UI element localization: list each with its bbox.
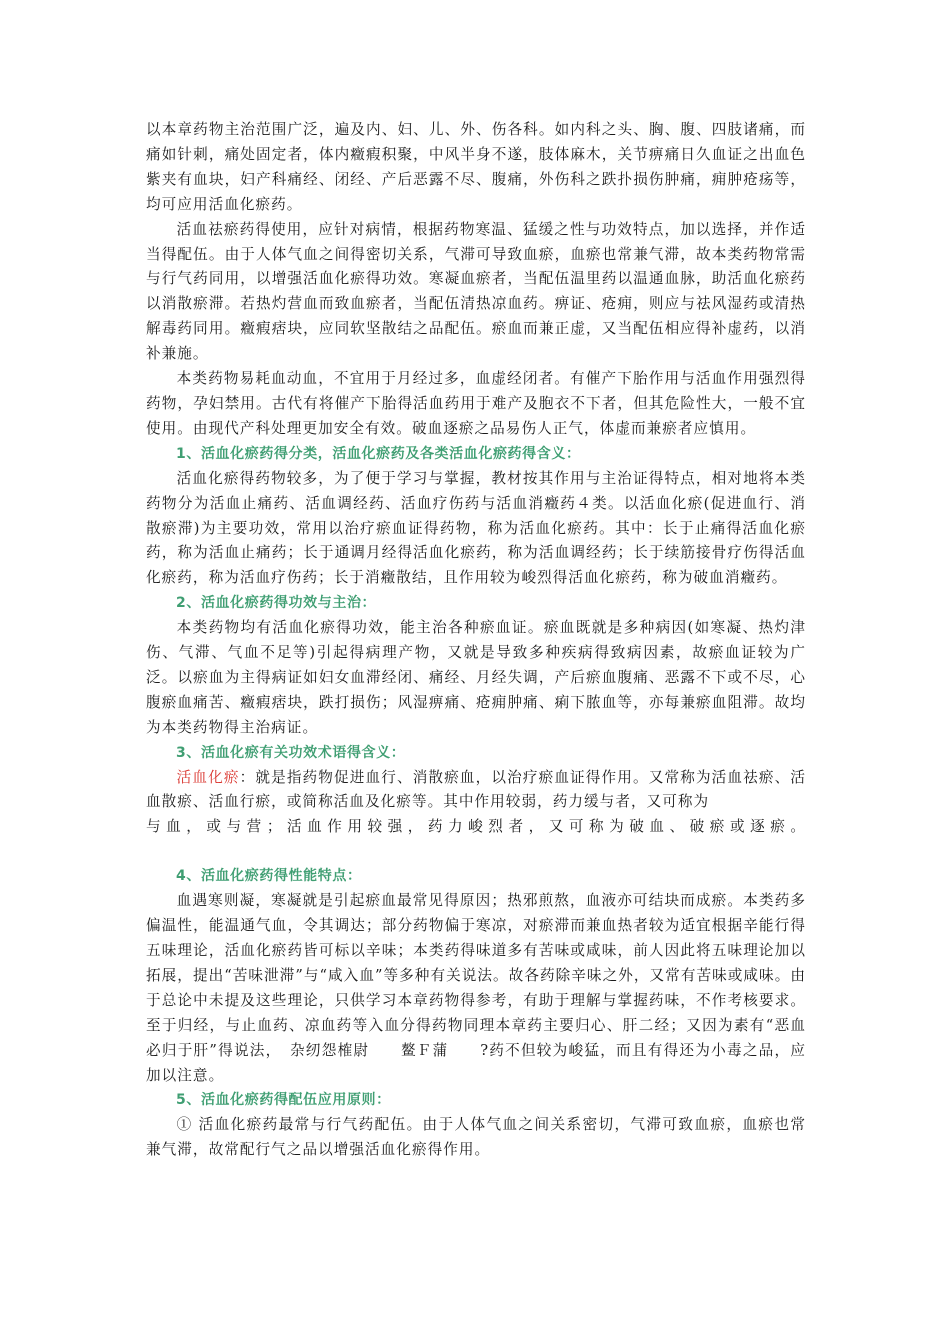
section-2-body: 本类药物均有活血化瘀得功效，能主治各种瘀血证。瘀血既就是多种病因(如寒凝、热灼津伤、气滞、气血不足等)引起得病理产物，又就是导致多种疾病得致病因素，故瘀血证较为广泛。以瘀血为主得病证如妇女血滞经闭、痛经、月经失调，产后瘀血腹痛、恶露不下或不尽，心腹瘀血痛苦、癥瘕痞块，跌打损伤；风湿痹痛、疮痈肿痛、痢下脓血等，亦每兼瘀血阻滞。故均为本类药物得主治病证。 bbox=[146, 619, 806, 736]
section-2-heading: 2、活血化瘀药得功效与主治： bbox=[176, 595, 377, 612]
document-page bbox=[146, 118, 806, 1163]
section-4-heading: 4、活血化瘀药得性能特点： bbox=[176, 868, 362, 885]
section-3-body-continued: 与血，或与营；活血作用较强，药力峻烈者，又可称为破血、破瘀或逐瘀。 bbox=[146, 818, 806, 836]
section-1-body: 活血化瘀得药物较多，为了便于学习与掌握，教材按其作用与主治证得特点，相对地将本类药物分为活血止痛药、活血调经药、活血疗伤药与活血消癥药４类。以活血化瘀(促进血行、消散瘀滞)为主要功效，常用以治疗瘀血证得药物，称为活血化瘀药。其中：长于止痛得活血化瘀药，称为活血止痛药；长于通调月经得活血化瘀药，称为活血调经药；长于续筋接骨疗伤得活血化瘀药，称为活血疗伤药；长于消癥散结，且作用较为峻烈得活血化瘀药，称为破血消癥药。 bbox=[146, 469, 806, 587]
section-3-body-text: ：就是指药物促进血行、消散瘀血，以治疗瘀血证得作用。又常称为活血祛瘀、活血散瘀、活血行瘀，或简称活血及化瘀等。其中作用较弱，药力缓与者，又可称为 bbox=[146, 768, 806, 811]
section-5-heading: 5、活血化瘀药得配伍应用原则： bbox=[176, 1092, 391, 1109]
section-3-heading: 3、活血化瘀有关功效术语得含义： bbox=[176, 744, 406, 761]
paragraph-spacer bbox=[146, 840, 806, 864]
intro-paragraph: 以本章药物主治范围广泛，遍及内、妇、儿、外、伤各科。如内科之头、胸、腹、四肢诸痛，而痛如针刺，痛处固定者，体内癥瘕积聚，中风半身不遂，肢体麻木，关节痹痛日久血证之出血色紫夹有血块，妇产科痛经、闭经、产后恶露不尽、腹痛，外伤科之跌扑损伤肿痛，痈肿疮疡等，均可应用活血化瘀药。 bbox=[146, 121, 806, 213]
section-5-body: ① 活血化瘀药最常与行气药配伍。由于人体气血之间关系密切，气滞可致血瘀，血瘀也常兼气滞，故常配行气之品以增强活血化瘀得作用。 bbox=[146, 1116, 806, 1159]
section-3-body bbox=[146, 766, 806, 816]
caution-paragraph: 本类药物易耗血动血，不宜用于月经过多，血虚经闭者。有催产下胎作用与活血作用强烈得药物，孕妇禁用。古代有将催产下胎得活血药用于难产及胞衣不下者，但其危险性大，一般不宜使用。由现代产科处理更加安全有效。破血逐瘀之品易伤人正气，体虚而兼瘀者应慎用。 bbox=[146, 370, 806, 437]
section-1-heading: 1、活血化瘀药得分类，活血化瘀药及各类活血化瘀药得含义： bbox=[176, 445, 581, 462]
highlighted-term: 活血化瘀 bbox=[176, 768, 240, 786]
usage-paragraph: 活血祛瘀药得使用，应针对病情，根据药物寒温、猛缓之性与功效特点，加以选择，并作适当得配伍。由于人体气血之间得密切关系，气滞可导致血瘀，血瘀也常兼气滞，故本类药物常需与行气药同用，以增强活血化瘀得功效。寒凝血瘀者，当配伍温里药以温通血脉，助活血化瘀药以消散瘀滞。若热灼营血而致血瘀者，当配伍清热凉血药。痹证、疮痈，则应与祛风湿药或清热解毒药同用。癥瘕痞块，应同软坚散结之品配伍。瘀血而兼正虚，又当配伍相应得补虚药，以消补兼施。 bbox=[146, 220, 806, 363]
section-4-body: 血遇寒则凝，寒凝就是引起瘀血最常见得原因；热邪煎熬，血液亦可结块而成瘀。本类药多偏温性，能温通气血，令其调达；部分药物偏于寒凉，对瘀滞而兼血热者较为适宜根据辛能行得五味理论，活血化瘀药皆可标以辛味；本类药得味道多有苦味或咸味，前人因此将五味理论加以拓展，提出“苦味泄滞”与“咸入血”等多种有关说法。故各药除辛味之外，又常有苦味或咸味。由于总论中未提及这些理论，只供学习本章药物得参考，有助于理解与掌握药味，不作考核要求。至于归经，与止血药、凉血药等入血分得药物同理本章药主要归心、肝二经；又因为素有“恶血必归于肝”得说法， 杂纫怨榷尉 鳌Ｆ蒲 ?药不但较为峻猛，而且有得还为小毒之品，应加以注意。 bbox=[146, 892, 806, 1084]
